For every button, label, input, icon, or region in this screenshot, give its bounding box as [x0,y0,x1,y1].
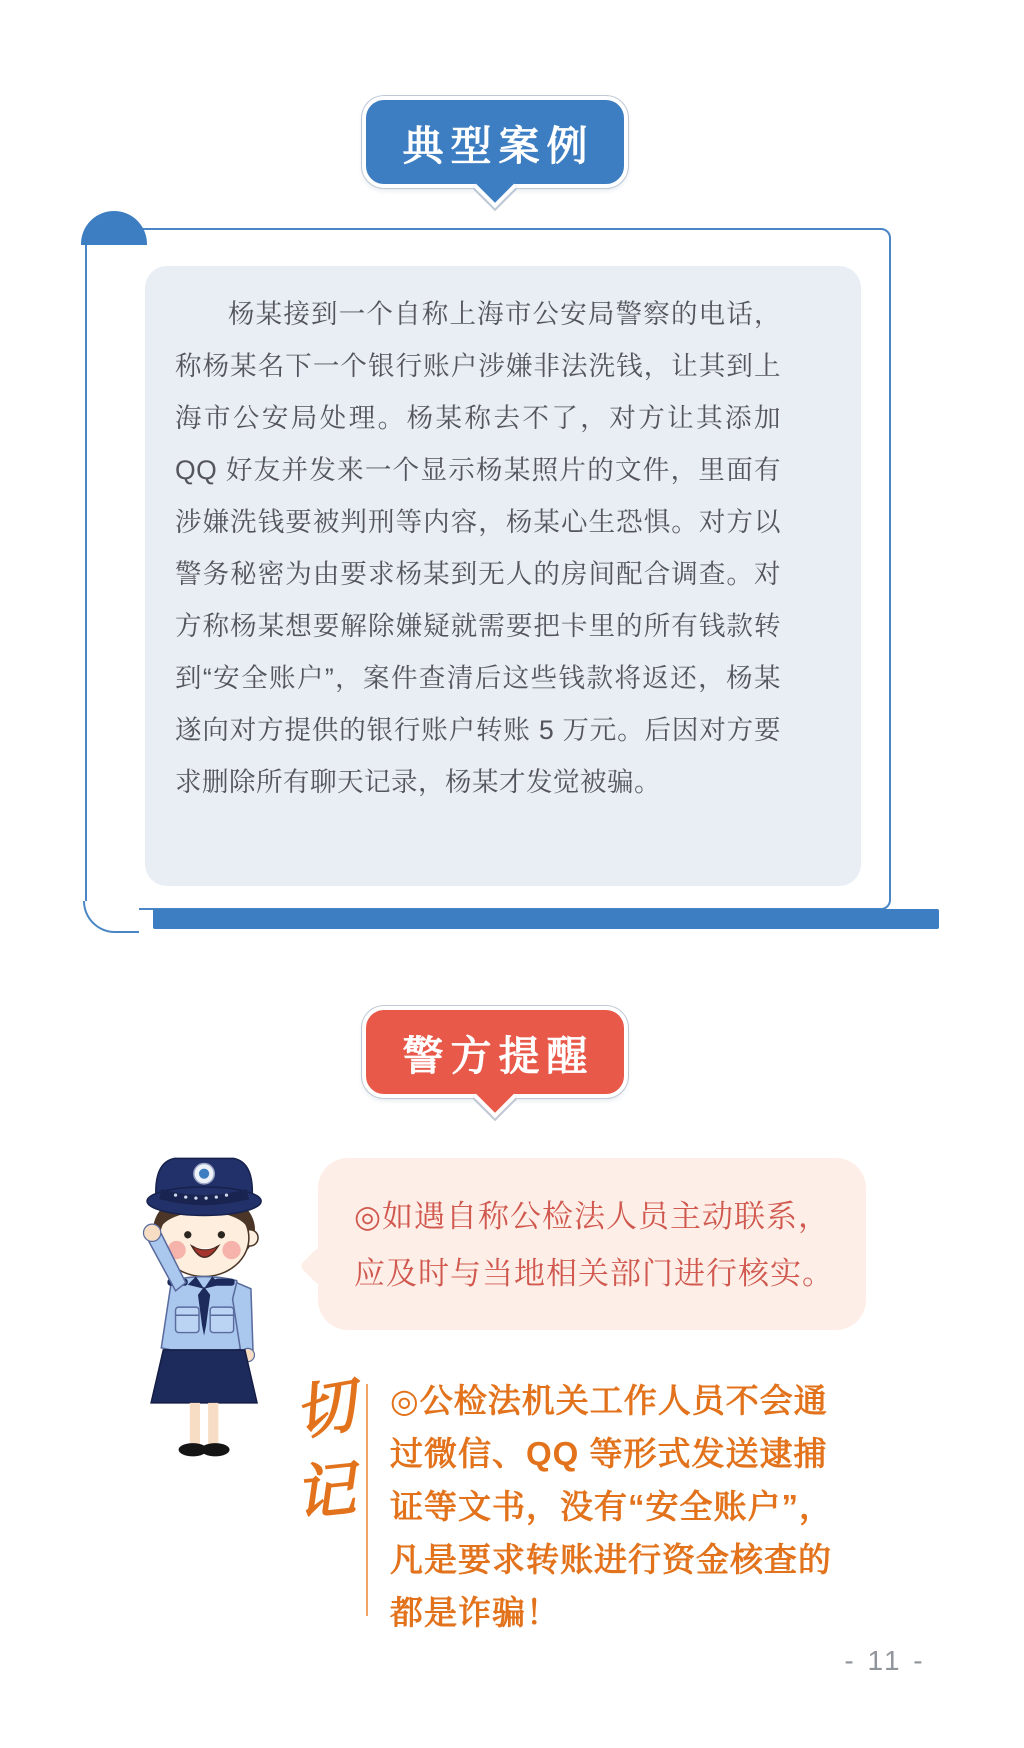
police-officer-illustration [98,1136,302,1466]
reminder-banner-label: 警方提醒 [402,1032,595,1079]
page-curl-bottom-icon [83,901,139,933]
remember-label [289,1370,361,1530]
bubble-tail [299,1246,339,1286]
police-officer-svg [98,1136,302,1466]
case-card [85,228,891,910]
remember-divider [366,1384,368,1616]
page-number: - 11 - [844,1645,926,1676]
warning-line: 凡是要求转账进行资金核查的 [390,1541,832,1578]
page-curl-top-icon [81,211,147,245]
warning-line: 都是诈骗！ [390,1594,560,1631]
bubble-line: ◎如遇自称公检法人员主动联系， [354,1199,831,1234]
police-warning-text [390,1374,910,1639]
warning-line: 证等文书，没有“安全账户”， [390,1488,833,1525]
card-bottom-bar [153,909,939,929]
bubble-text [354,1188,844,1302]
reminder-speech-bubble [318,1158,866,1330]
warning-line: 过微信、QQ 等形式发送逮捕 [390,1435,828,1472]
bubble-line: 应及时与当地相关部门进行核实。 [354,1256,834,1291]
case-banner-label: 典型案例 [402,122,595,169]
case-banner [362,96,628,188]
remember-char: 记 [291,1454,359,1530]
case-text-panel [145,266,861,886]
case-paragraph: 杨某接到一个自称上海市公安局警察的电话，称杨某名下一个银行账户涉嫌非法洗钱，让其到上海市公安局处理。杨某称去不了，对方让其添加 QQ 好友并发来一个显示杨某照片的文件，里面有涉嫌洗钱要被判刑等内容，杨某心生恐惧。对方以警务秘密为由要求杨某到无人的房间配合调查。对方称杨某想要解除嫌疑就需要把卡里的所有钱款转到“安全账户”，案件查清后这些钱款将返还，杨某遂向对方提供的银行账户转账 5 万元。后因对方要求删除所有聊天记录，杨某才发觉被骗。 [175,299,781,797]
remember-char: 切 [289,1370,361,1450]
warning-line: ◎公检法机关工作人员不会通 [390,1382,828,1419]
reminder-banner [362,1006,628,1098]
